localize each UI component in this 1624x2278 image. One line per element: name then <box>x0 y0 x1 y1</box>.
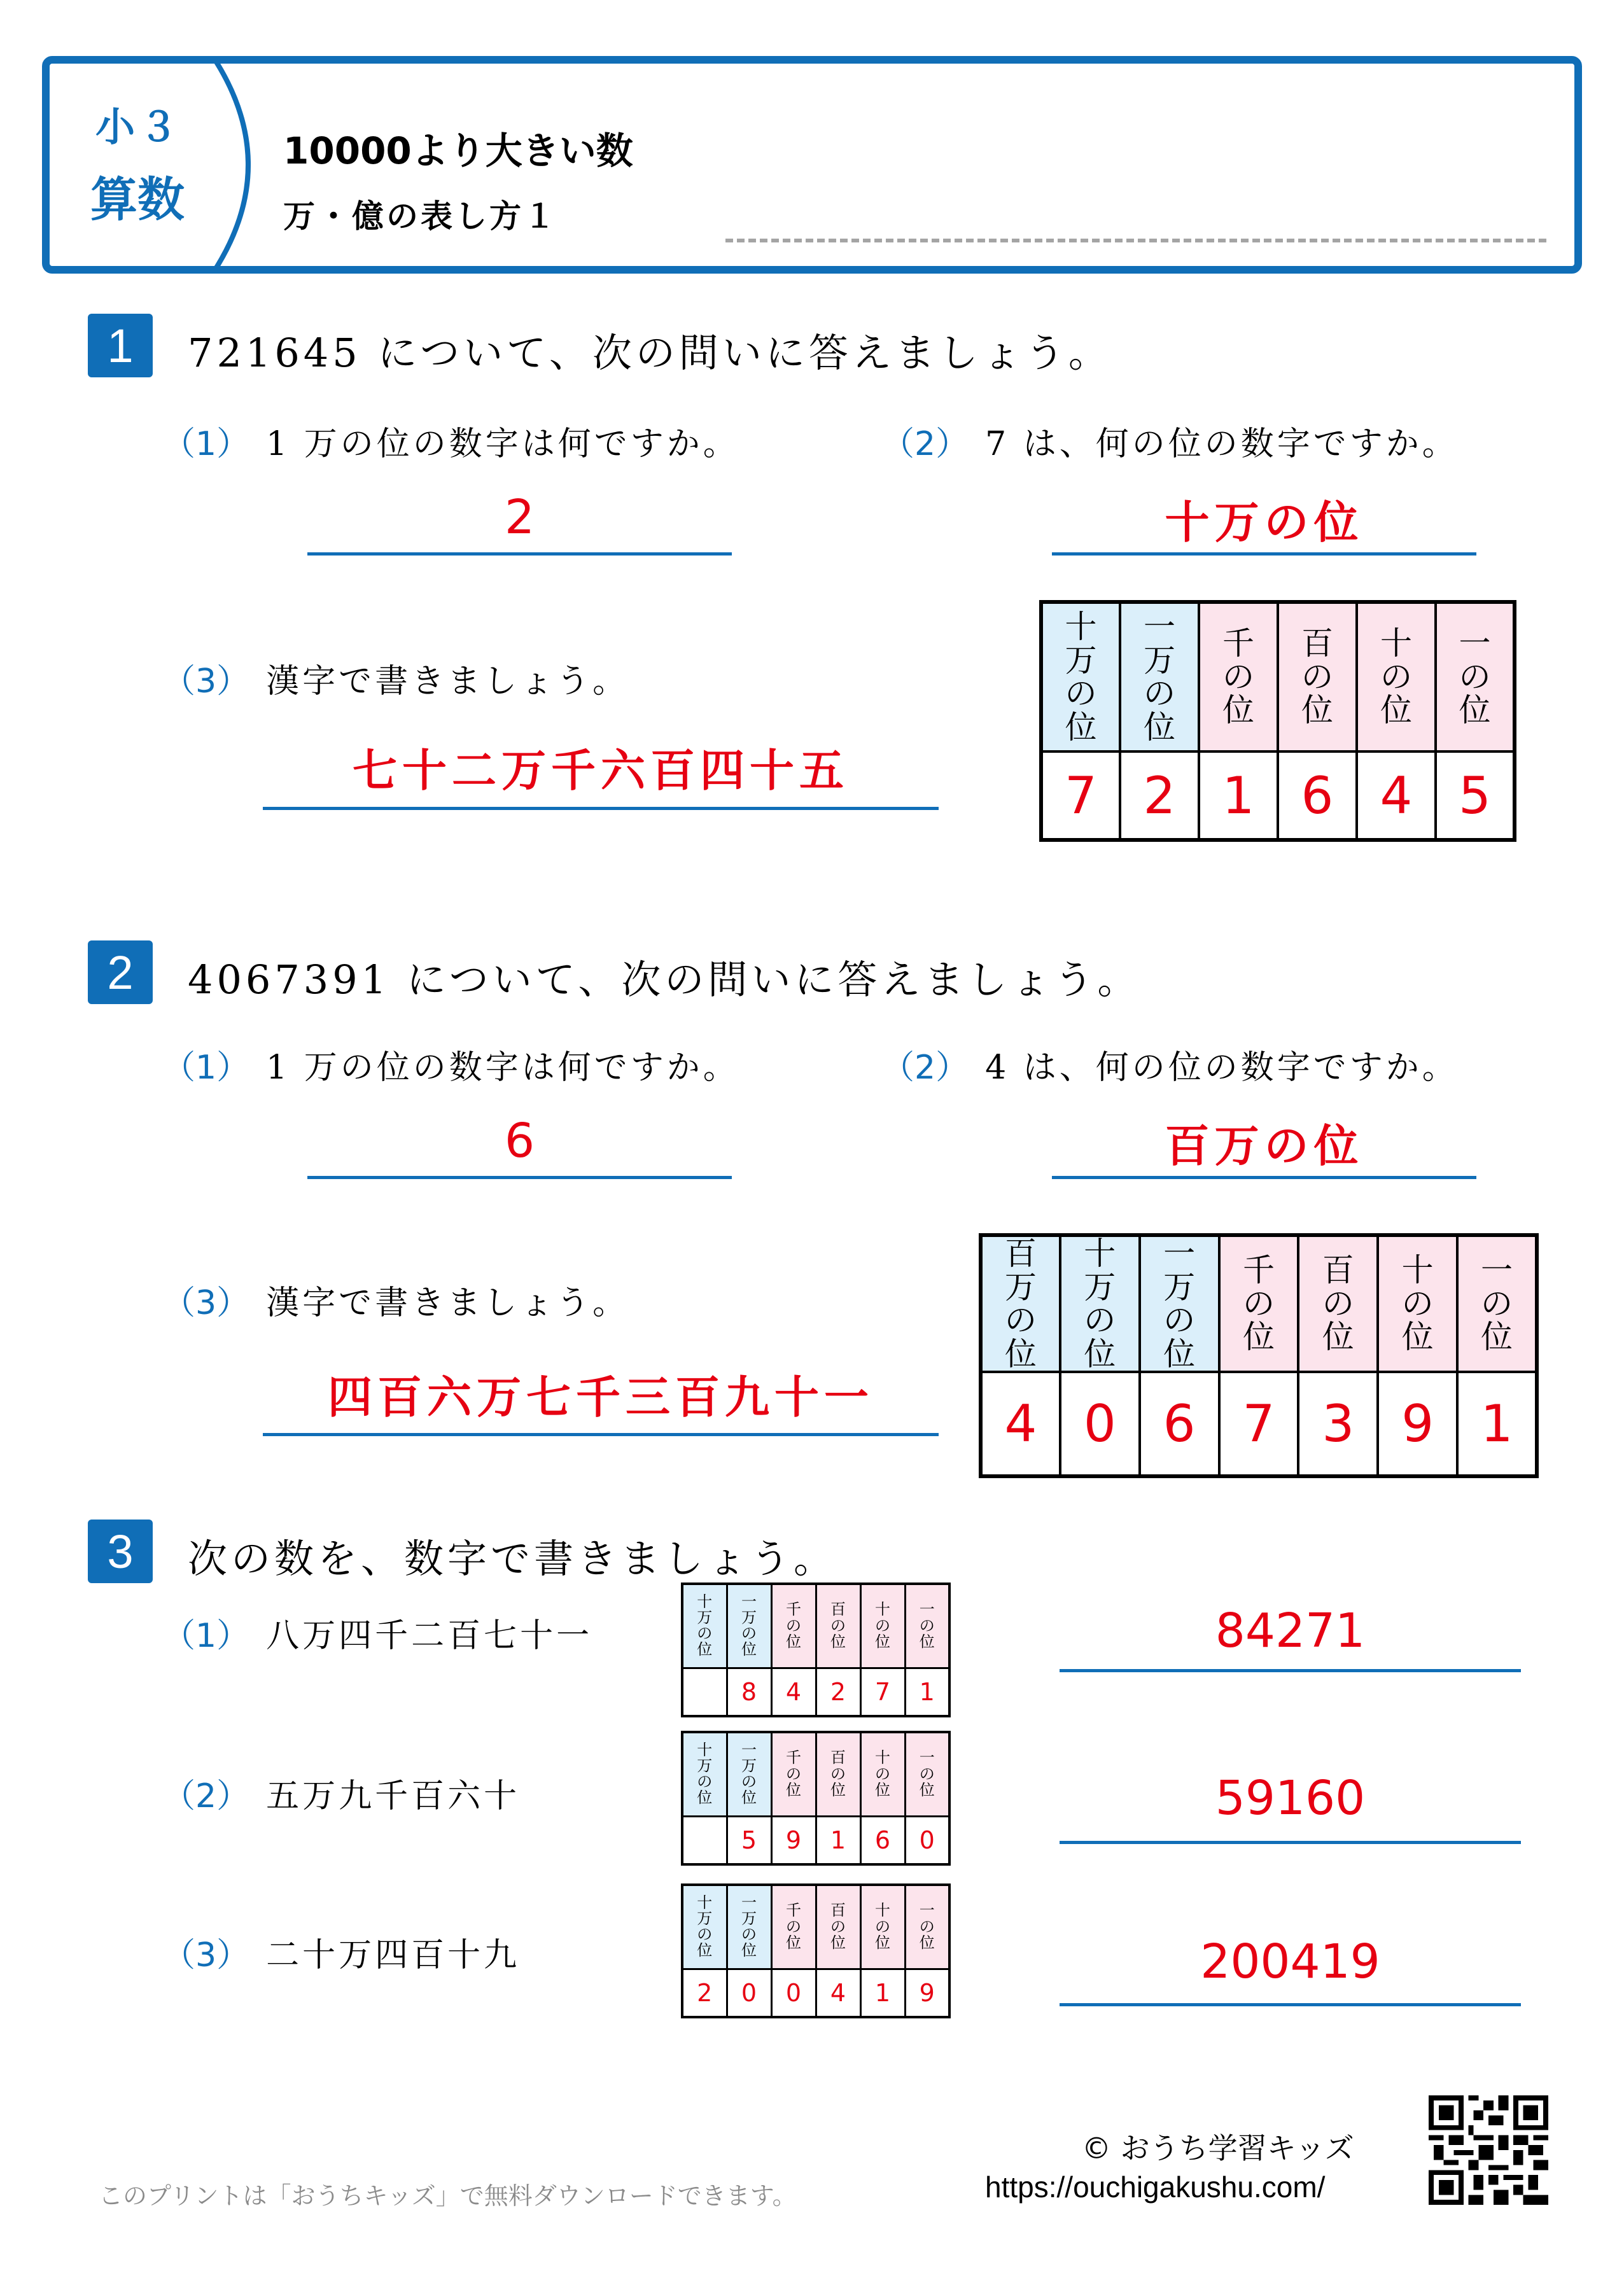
s2-sub2 <box>881 1040 1459 1088</box>
sub-text: 五万九千百六十 <box>266 1777 521 1815</box>
s1-sub3 <box>162 654 629 702</box>
value-cell: 6 <box>860 1816 905 1864</box>
s3-sub3 <box>162 1928 520 1976</box>
header-cell: 十 万 の 位 <box>1060 1235 1140 1372</box>
answer-line <box>1060 1669 1521 1672</box>
header-cell: 十 万 の 位 <box>1041 602 1120 751</box>
header-cell: 百 の 位 <box>1278 602 1357 751</box>
s2-answer-1: 6 <box>504 1114 535 1168</box>
answer-line <box>263 807 939 810</box>
s1-answer-2: 十万の位 <box>1165 496 1364 549</box>
header-cell: 千 の 位 <box>771 1885 816 1969</box>
value-cell: 0 <box>905 1816 949 1864</box>
value-cell: 2 <box>816 1668 860 1716</box>
sub-text: 1 万の位の数字は何ですか。 <box>266 425 739 463</box>
value-cell: 0 <box>771 1969 816 2017</box>
header-cell: 百 の 位 <box>816 1732 860 1816</box>
answer-line <box>1052 1176 1476 1179</box>
worksheet-subtitle: 万・億の表し方１ <box>283 198 558 235</box>
s3-sub2 <box>162 1769 520 1817</box>
qr-code-icon[interactable] <box>1427 2095 1550 2205</box>
s1-answer-3: 七十二万千六百四十五 <box>353 744 849 797</box>
value-cell: 5 <box>727 1816 771 1864</box>
section-1-question: 721645 について、次の問いに答えましょう。 <box>188 330 1112 376</box>
s3-answer-2: 59160 <box>1215 1771 1366 1826</box>
value-cell: 1 <box>905 1668 949 1716</box>
value-cell: 9 <box>905 1969 949 2017</box>
value-cell: 2 <box>682 1969 727 2017</box>
sub-text: 八万四千二百七十一 <box>266 1617 593 1655</box>
copyright: © おうち学習キッズ <box>1082 2131 1354 2165</box>
value-cell: 2 <box>1120 751 1199 840</box>
value-cell: 3 <box>1298 1372 1378 1476</box>
header-cell: 十 の 位 <box>860 1885 905 1969</box>
site-url-link[interactable]: https://ouchigakushu.com/ <box>985 2170 1326 2204</box>
section-badge-1: 1 <box>88 314 153 377</box>
value-cell: 0 <box>1060 1372 1140 1476</box>
sub-number: （3） <box>162 1284 250 1322</box>
section-2-question: 4067391 について、次の問いに答えましょう。 <box>188 956 1141 1003</box>
header-cell: 一 の 位 <box>1436 602 1515 751</box>
header-cell: 千 の 位 <box>771 1584 816 1668</box>
place-value-table-3-3 <box>681 1883 951 2018</box>
s3-answer-1: 84271 <box>1215 1604 1366 1658</box>
value-cell: 9 <box>1378 1372 1457 1476</box>
value-cell: 1 <box>1457 1372 1537 1476</box>
section-3-question: 次の数を、数字で書きましょう。 <box>188 1535 837 1582</box>
header-cell: 十 万 の 位 <box>682 1732 727 1816</box>
header-cell: 一 万 の 位 <box>1120 602 1199 751</box>
s2-answer-2: 百万の位 <box>1165 1120 1364 1172</box>
s2-answer-3: 四百六万七千三百九十一 <box>328 1371 874 1423</box>
section-badge-3: 3 <box>88 1520 153 1583</box>
answer-line <box>307 552 732 556</box>
answer-line <box>1052 552 1476 556</box>
s1-sub1 <box>162 417 739 465</box>
header-cell: 千 の 位 <box>1219 1235 1299 1372</box>
name-entry-dashed-line <box>725 239 1546 242</box>
s3-sub1 <box>162 1609 592 1656</box>
header-cell: 十 の 位 <box>860 1732 905 1816</box>
sub-text: 4 は、何の位の数字ですか。 <box>985 1049 1459 1087</box>
s3-answer-3: 200419 <box>1200 1934 1380 1989</box>
value-cell: 4 <box>1357 751 1436 840</box>
sub-number: （1） <box>162 425 250 463</box>
value-cell: 4 <box>816 1969 860 2017</box>
value-cell: 6 <box>1140 1372 1219 1476</box>
sub-number: （2） <box>881 425 969 463</box>
value-cell: 0 <box>727 1969 771 2017</box>
subject-label: 算数 <box>90 172 185 227</box>
s2-sub1 <box>162 1040 739 1088</box>
header-cell: 一 万 の 位 <box>727 1732 771 1816</box>
header-cell: 千 の 位 <box>1199 602 1278 751</box>
value-cell: 1 <box>816 1816 860 1864</box>
value-cell: 1 <box>860 1969 905 2017</box>
sub-number: （2） <box>881 1049 969 1087</box>
header-cell: 一 の 位 <box>905 1885 949 1969</box>
header-cell: 一 の 位 <box>905 1584 949 1668</box>
download-notice: このプリントは「おうちキッズ」で無料ダウンロードできます。 <box>99 2182 797 2210</box>
value-cell: 9 <box>771 1816 816 1864</box>
s2-sub3 <box>162 1276 629 1324</box>
place-value-table-1 <box>1039 600 1516 842</box>
place-value-table-2 <box>979 1233 1539 1478</box>
sub-text: 1 万の位の数字は何ですか。 <box>266 1049 739 1087</box>
value-cell: 6 <box>1278 751 1357 840</box>
value-cell <box>682 1668 727 1716</box>
sub-text: 7 は、何の位の数字ですか。 <box>985 425 1459 463</box>
answer-line <box>307 1176 732 1179</box>
s1-sub2 <box>881 417 1459 465</box>
header-cell: 十 万 の 位 <box>682 1584 727 1668</box>
sub-text: 漢字で書きましょう。 <box>266 1284 629 1322</box>
worksheet-title: 10000より大きい数 <box>283 129 633 172</box>
value-cell: 5 <box>1436 751 1515 840</box>
value-cell: 1 <box>1199 751 1278 840</box>
sub-number: （3） <box>162 662 250 701</box>
sub-number: （3） <box>162 1936 250 1974</box>
place-value-table-3-1 <box>681 1583 951 1717</box>
s1-answer-1: 2 <box>504 490 535 545</box>
value-cell: 7 <box>860 1668 905 1716</box>
header-cell: 百 の 位 <box>816 1885 860 1969</box>
sub-number: （1） <box>162 1617 250 1655</box>
value-cell: 8 <box>727 1668 771 1716</box>
header-cell: 百 の 位 <box>816 1584 860 1668</box>
header-cell: 千 の 位 <box>771 1732 816 1816</box>
value-cell <box>682 1816 727 1864</box>
header-cell: 十 万 の 位 <box>682 1885 727 1969</box>
sub-number: （2） <box>162 1777 250 1815</box>
header-cell: 十 の 位 <box>1357 602 1436 751</box>
value-cell: 7 <box>1219 1372 1299 1476</box>
header-cell: 一 万 の 位 <box>727 1885 771 1969</box>
answer-line <box>1060 1841 1521 1844</box>
header-cell: 一 の 位 <box>905 1732 949 1816</box>
answer-line <box>263 1433 939 1436</box>
header-cell: 百 の 位 <box>1298 1235 1378 1372</box>
header-cell: 十 の 位 <box>1378 1235 1457 1372</box>
header-cell: 百 万 の 位 <box>981 1235 1060 1372</box>
sub-text: 漢字で書きましょう。 <box>266 662 629 701</box>
header-cell: 一 万 の 位 <box>1140 1235 1219 1372</box>
header-cell: 十 の 位 <box>860 1584 905 1668</box>
value-cell: 7 <box>1041 751 1120 840</box>
place-value-table-3-2 <box>681 1731 951 1866</box>
value-cell: 4 <box>981 1372 1060 1476</box>
sub-text: 二十万四百十九 <box>266 1936 521 1974</box>
grade-label: 小３ <box>95 104 183 150</box>
sub-number: （1） <box>162 1049 250 1087</box>
answer-line <box>1060 2003 1521 2006</box>
header-cell: 一 万 の 位 <box>727 1584 771 1668</box>
header-cell: 一 の 位 <box>1457 1235 1537 1372</box>
section-badge-2: 2 <box>88 940 153 1004</box>
value-cell: 4 <box>771 1668 816 1716</box>
